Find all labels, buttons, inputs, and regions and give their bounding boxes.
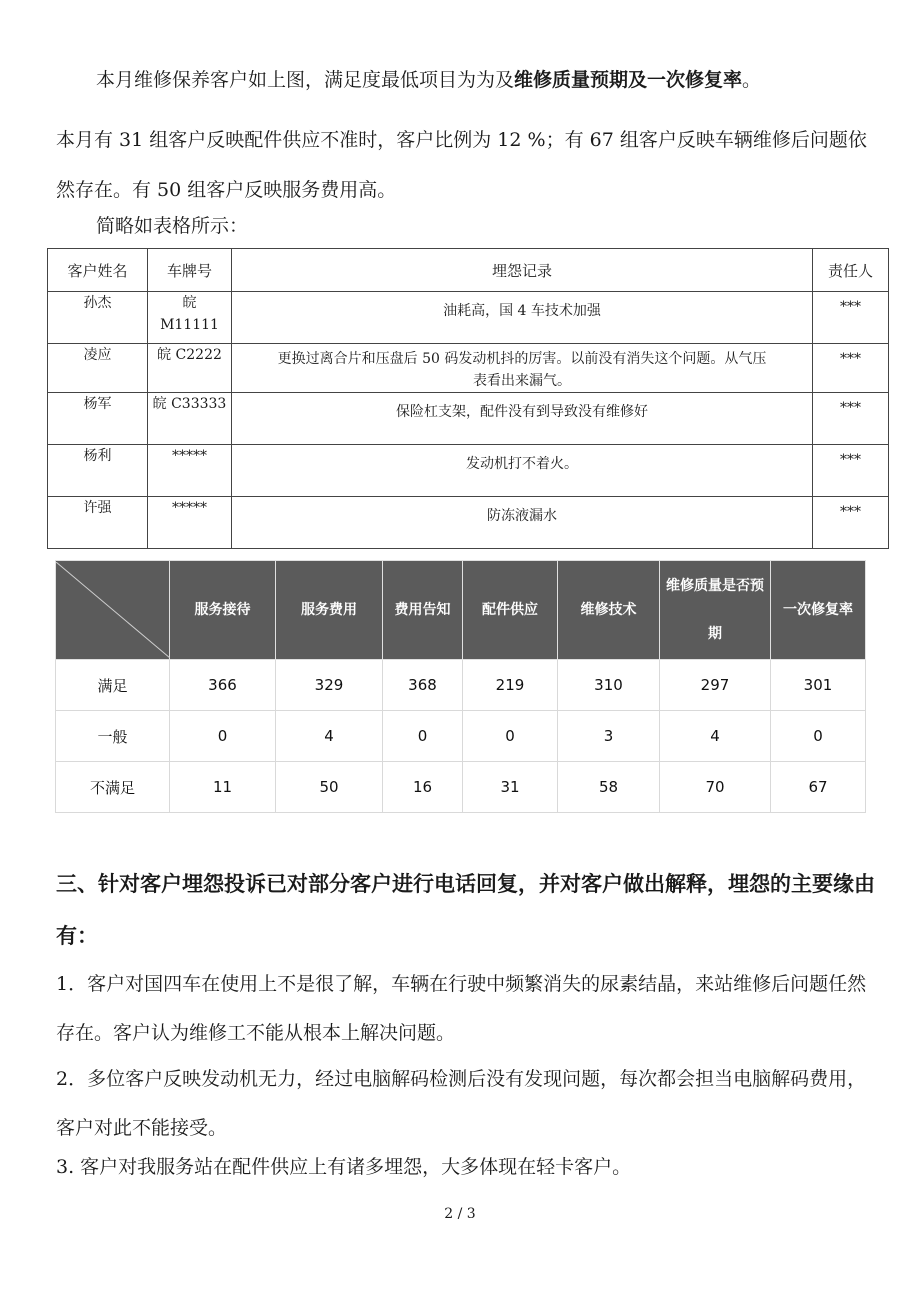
cell-value: 4 [660, 711, 771, 762]
cell-value: 4 [276, 711, 383, 762]
row-label: 不满足 [56, 762, 170, 813]
cell-value: 301 [771, 660, 866, 711]
owner: *** [813, 497, 889, 549]
owner: *** [813, 344, 889, 393]
complaint-table [47, 248, 889, 549]
cell-value: 0 [170, 711, 276, 762]
section-3-item-2: 2．多位客户反映发动机无力，经过电脑解码检测后没有发现问题，每次都会担当电脑解码费用，客户对此不能接受。 [56, 1068, 867, 1139]
cell-value: 58 [558, 762, 660, 813]
customer-name: 凌应 [48, 344, 148, 393]
intro-paragraph-2: 本月有 31 组客户反映配件供应不准时，客户比例为 12 %；有 67 组客户反映车辆维修后问题依然存在。有 50 组客户反映服务费用高。 [56, 129, 867, 201]
satisfaction-table [55, 560, 866, 813]
complaint-header-row [48, 249, 889, 292]
diagonal-corner-cell [56, 561, 170, 660]
cell-value: 11 [170, 762, 276, 813]
table-row [48, 445, 889, 497]
intro-p1-prefix: 本月维修保养客户如上图，满足度最低项目为为及 [96, 69, 515, 91]
col-repair-tech: 维修技术 [558, 561, 660, 660]
col-plate: 车牌号 [148, 249, 232, 292]
plate: 皖 M11111 [148, 292, 232, 344]
plate: 皖 C33333 [148, 393, 232, 445]
col-owner: 责任人 [813, 249, 889, 292]
col-first-fix-rate: 一次修复率 [771, 561, 866, 660]
cell-value: 219 [463, 660, 558, 711]
customer-name: 杨军 [48, 393, 148, 445]
row-label: 一般 [56, 711, 170, 762]
cell-value: 16 [383, 762, 463, 813]
table-row [48, 344, 889, 393]
cell-value: 0 [463, 711, 558, 762]
col-quality-expectation: 维修质量是否预期 [660, 561, 771, 660]
cell-value: 0 [771, 711, 866, 762]
intro-paragraph-1 [56, 66, 876, 95]
cell-value: 310 [558, 660, 660, 711]
record: 防冻液漏水 [232, 497, 813, 549]
satisfaction-header-row [56, 561, 866, 660]
cell-value: 0 [383, 711, 463, 762]
record: 油耗高，国 4 车技术加强 [232, 292, 813, 344]
cell-value: 368 [383, 660, 463, 711]
table-row [56, 711, 866, 762]
col-parts-supply: 配件供应 [463, 561, 558, 660]
customer-name: 杨利 [48, 445, 148, 497]
row-label: 满足 [56, 660, 170, 711]
cell-value: 3 [558, 711, 660, 762]
owner: *** [813, 445, 889, 497]
record: 更换过离合片和压盘后 50 码发动机抖的厉害。以前没有消失这个问题。从气压表看出来漏气。 [232, 344, 813, 393]
table-row [48, 292, 889, 344]
cell-value: 67 [771, 762, 866, 813]
col-cost-notice: 费用告知 [383, 561, 463, 660]
cell-value: 70 [660, 762, 771, 813]
plate: ***** [148, 445, 232, 497]
table-row [48, 497, 889, 549]
record: 保险杠支架，配件没有到导致没有维修好 [232, 393, 813, 445]
col-customer-name: 客户姓名 [48, 249, 148, 292]
section-3-item-3: 3. 客户对我服务站在配件供应上有诸多埋怨，大多体现在轻卡客户。 [56, 1156, 632, 1178]
intro-paragraph-3: 简略如表格所示： [96, 215, 249, 237]
intro-p1-bold: 维修质量预期及一次修复率 [514, 69, 743, 91]
plate: 皖 C2222 [148, 344, 232, 393]
customer-name: 许强 [48, 497, 148, 549]
col-service-cost: 服务费用 [276, 561, 383, 660]
table-row [56, 660, 866, 711]
plate: ***** [148, 497, 232, 549]
cell-value: 329 [276, 660, 383, 711]
record: 发动机打不着火。 [232, 445, 813, 497]
owner: *** [813, 292, 889, 344]
page-number: 2 / 3 [444, 1206, 476, 1222]
diagonal-line [56, 562, 170, 658]
owner: *** [813, 393, 889, 445]
cell-value: 31 [463, 762, 558, 813]
section-3-item-1: 1．客户对国四车在使用上不是很了解，车辆在行驶中频繁消失的尿素结晶，来站维修后问题任然存在。客户认为维修工不能从根本上解决问题。 [56, 973, 867, 1044]
customer-name: 孙杰 [48, 292, 148, 344]
col-record: 埋怨记录 [232, 249, 813, 292]
table-row [56, 762, 866, 813]
table-row [48, 393, 889, 445]
cell-value: 50 [276, 762, 383, 813]
cell-value: 366 [170, 660, 276, 711]
cell-value: 297 [660, 660, 771, 711]
col-service-reception: 服务接待 [170, 561, 276, 660]
intro-p1-suffix: 。 [742, 69, 762, 91]
section-3-heading: 三、针对客户埋怨投诉已对部分客户进行电话回复，并对客户做出解释，埋怨的主要缘由有： [56, 872, 875, 948]
